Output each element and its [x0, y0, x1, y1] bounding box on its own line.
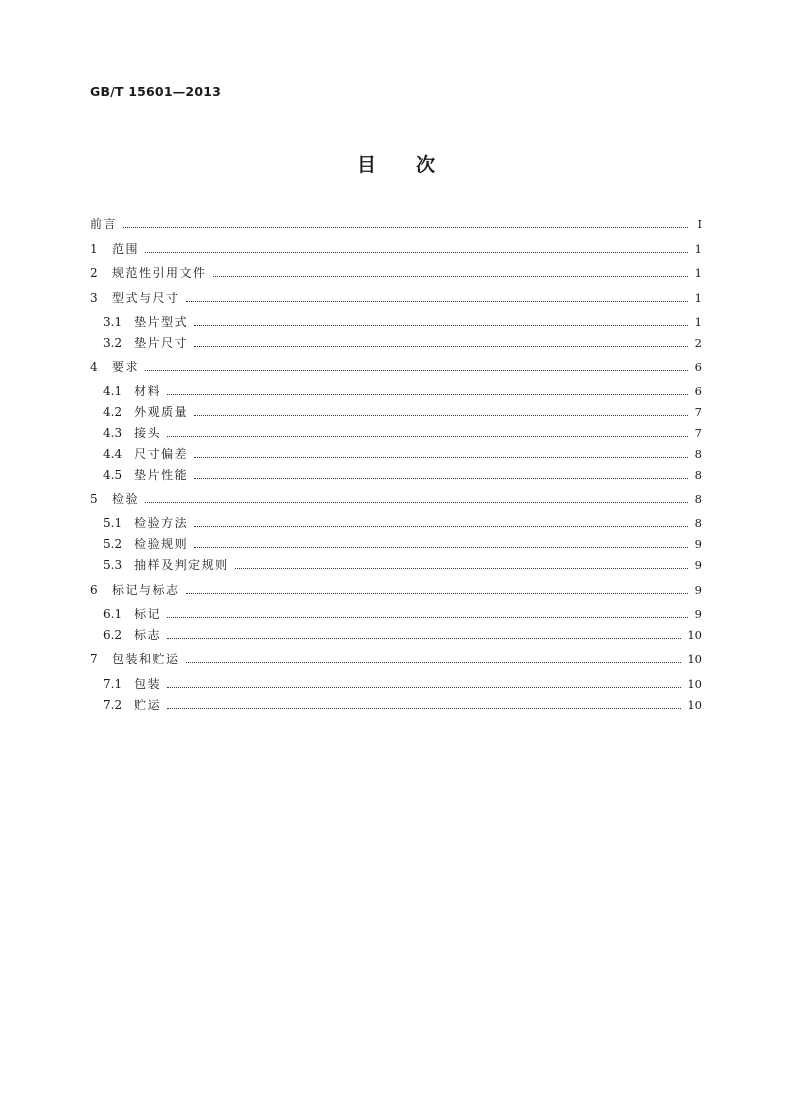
toc-entry-number: 4.2 — [103, 405, 123, 419]
toc-entry-page: 9 — [694, 583, 702, 597]
toc-entry-number: 6 — [90, 583, 98, 597]
toc-entry-number: 6.2 — [103, 628, 123, 642]
toc-leader-dots — [167, 686, 681, 688]
toc-entry-page: 8 — [694, 447, 702, 461]
toc-entry-label: 前言 — [90, 217, 118, 231]
toc-entry-page: 8 — [694, 492, 702, 506]
toc-leader-dots — [145, 251, 688, 253]
toc-entry-page: 1 — [694, 242, 702, 256]
toc-entry-number: 6.1 — [103, 607, 123, 621]
toc-entry[interactable] — [103, 514, 702, 532]
toc-entry-page: 7 — [694, 426, 702, 440]
toc-leader-dots — [123, 226, 688, 228]
page-title: 目次 — [356, 154, 475, 176]
toc-entry-label: 抽样及判定规则 — [134, 558, 229, 572]
toc-entry-label: 检验规则 — [134, 537, 189, 551]
toc-entry[interactable] — [103, 445, 702, 463]
toc-entry-page: 1 — [694, 315, 702, 329]
toc-entry[interactable] — [90, 240, 702, 258]
toc-leader-dots — [167, 393, 688, 395]
toc-entry-label: 贮运 — [134, 698, 162, 712]
toc-leader-dots — [186, 661, 682, 663]
toc-leader-dots — [235, 567, 688, 569]
toc-entry-number: 4.4 — [103, 447, 123, 461]
toc-entry-page: 10 — [687, 698, 702, 712]
toc-entry-number: 5.3 — [103, 558, 123, 572]
toc-entry-number: 3.2 — [103, 336, 123, 350]
toc-entry-number: 3 — [90, 291, 98, 305]
toc-entry-label: 材料 — [134, 384, 162, 398]
toc-entry-number: 5.2 — [103, 537, 123, 551]
toc-entry-page: 10 — [687, 628, 702, 642]
toc-entry[interactable] — [90, 289, 702, 307]
toc-entry-label: 垫片型式 — [134, 315, 189, 329]
toc-entry[interactable] — [90, 490, 702, 508]
toc-entry-label: 要求 — [112, 360, 140, 374]
toc-entry-label: 标记 — [134, 607, 162, 621]
toc-entry-page: 9 — [694, 558, 702, 572]
toc-entry[interactable] — [103, 313, 702, 331]
toc-leader-dots — [194, 345, 688, 347]
toc-entry[interactable] — [90, 264, 702, 282]
toc-entry[interactable] — [103, 605, 702, 623]
toc-entry[interactable] — [103, 626, 702, 644]
toc-entry-number: 7 — [90, 652, 98, 666]
toc-entry-page: 2 — [694, 336, 702, 350]
toc-leader-dots — [194, 546, 688, 548]
toc-entry-label: 尺寸偏差 — [134, 447, 189, 461]
toc-entry-page: 8 — [694, 468, 702, 482]
toc-entry[interactable] — [90, 358, 702, 376]
toc-entry-page: 1 — [694, 266, 702, 280]
toc-leader-dots — [167, 616, 688, 618]
toc-entry-page: 9 — [694, 607, 702, 621]
toc-entry-number: 2 — [90, 266, 98, 280]
toc-entry-page: 6 — [694, 360, 702, 374]
toc-entry-number: 4.5 — [103, 468, 123, 482]
toc-entry-number: 1 — [90, 242, 98, 256]
toc-entry-page: 1 — [694, 291, 702, 305]
toc-entry[interactable] — [103, 556, 702, 574]
toc-entry-number: 7.1 — [103, 677, 123, 691]
toc-entry-number: 4 — [90, 360, 98, 374]
toc-entry-number: 5 — [90, 492, 98, 506]
toc-entry-label: 外观质量 — [134, 405, 189, 419]
toc-leader-dots — [194, 414, 688, 416]
toc-entry[interactable] — [103, 424, 702, 442]
toc-entry-number: 4.3 — [103, 426, 123, 440]
toc-entry-label: 规范性引用文件 — [112, 266, 207, 280]
toc-leader-dots — [167, 637, 681, 639]
toc-entry-label: 型式与尺寸 — [112, 291, 180, 305]
toc-entry-label: 包装和贮运 — [112, 652, 180, 666]
toc-entry-number: 5.1 — [103, 516, 123, 530]
toc-entry[interactable] — [90, 650, 702, 668]
toc-entry[interactable] — [103, 466, 702, 484]
toc-entry[interactable] — [103, 334, 702, 352]
toc-entry[interactable] — [103, 535, 702, 553]
toc-leader-dots — [186, 300, 688, 302]
toc-leader-dots — [213, 275, 688, 277]
toc-entry-page: 8 — [694, 516, 702, 530]
toc-entry-number: 3.1 — [103, 315, 123, 329]
toc-entry-number: 7.2 — [103, 698, 123, 712]
toc-entry-page: 6 — [694, 384, 702, 398]
toc-leader-dots — [145, 501, 688, 503]
toc-leader-dots — [194, 525, 688, 527]
toc-leader-dots — [186, 592, 688, 594]
toc-entry-label: 垫片尺寸 — [134, 336, 189, 350]
toc-entry-label: 接头 — [134, 426, 162, 440]
toc-entry[interactable] — [103, 382, 702, 400]
toc-entry-label: 检验方法 — [134, 516, 189, 530]
document-code: GB/T 15601—2013 — [90, 84, 222, 99]
toc-entry[interactable] — [90, 581, 702, 599]
toc-entry[interactable] — [103, 696, 702, 714]
toc-entry-number: 4.1 — [103, 384, 123, 398]
toc-leader-dots — [145, 369, 688, 371]
toc-leader-dots — [167, 707, 681, 709]
toc-entry-label: 标记与标志 — [112, 583, 180, 597]
toc-entry-label: 检验 — [112, 492, 140, 506]
toc-entry-page: Ⅰ — [697, 217, 702, 231]
toc-entry-page: 7 — [694, 405, 702, 419]
toc-entry-page: 10 — [687, 652, 702, 666]
toc-leader-dots — [194, 324, 688, 326]
toc-leader-dots — [167, 435, 688, 437]
toc-entry[interactable] — [90, 215, 702, 233]
toc-entry-label: 范围 — [112, 242, 140, 256]
toc-entry-page: 9 — [694, 537, 702, 551]
toc-entry-label: 包装 — [134, 677, 162, 691]
toc-entry-page: 10 — [687, 677, 702, 691]
toc-entry[interactable] — [103, 675, 702, 693]
toc-entry-label: 垫片性能 — [134, 468, 189, 482]
toc-leader-dots — [194, 477, 688, 479]
toc-entry-label: 标志 — [134, 628, 162, 642]
toc-leader-dots — [194, 456, 688, 458]
toc-entry[interactable] — [103, 403, 702, 421]
